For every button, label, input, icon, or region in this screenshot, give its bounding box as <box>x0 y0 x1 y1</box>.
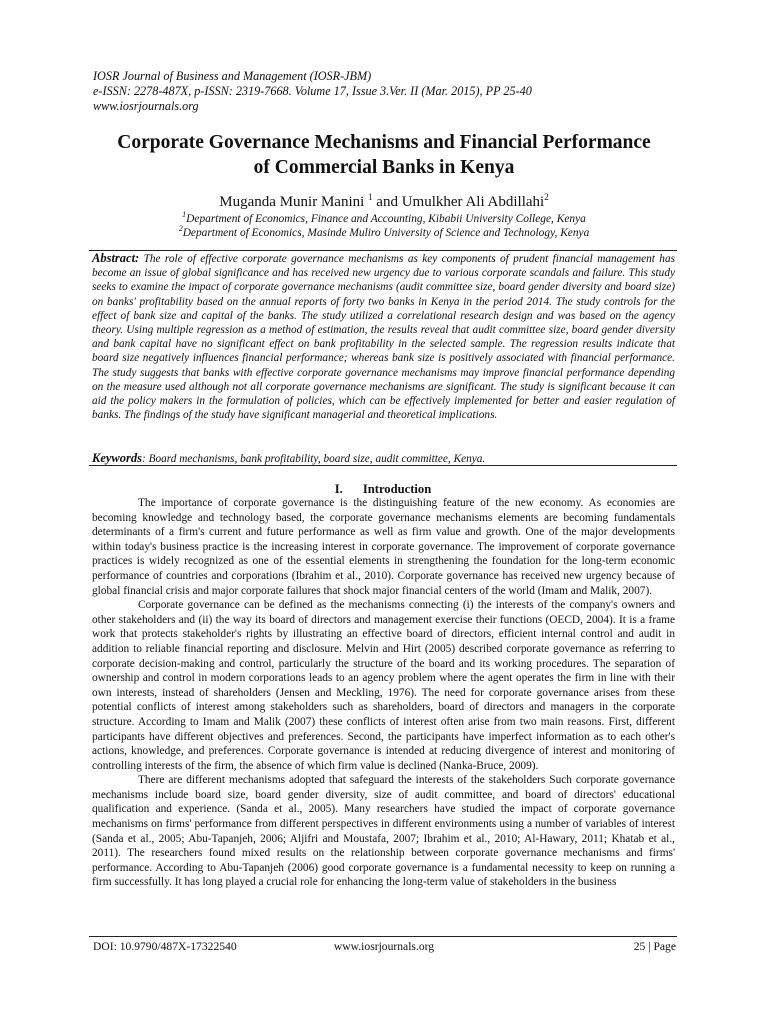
paragraph: There are different mechanisms adopted that safeguard the interests of the stakeholders Such corporate governance mechanisms include board size, board gender diversity, size of audit committee, and board of directors' educational qualification and experience. (Sanda et al., 2005). Many researchers have studied the impact of corporate governance mechanisms on firms' performance from different perspectives in different environments using a number of variables of interest (Sanda et al., 2005; Abu-Tapanjeh, 2006; Aljifri and Moustafa, 2007; Ibrahim et al., 2010; Al-Hawary, 2011; Khatab et al., 2011). The researchers found mixed results on the relationship between corporate governance mechanisms and firms' performance. According to Abu-Tapanjeh (2006) good corporate governance is a fundamental necessity to keep on running a firm successfully. It has long played a crucial role for enhancing the long-term value of stakeholders in the business <box>92 774 675 889</box>
journal-name: IOSR Journal of Business and Management (IOSR-JBM) <box>93 69 372 83</box>
footer-doi: DOI: 10.9790/487X-17322540 <box>93 940 237 953</box>
body-text <box>92 496 675 890</box>
affiliation-text: Department of Economics, Finance and Accounting, Kibabii University College, Kenya <box>186 212 586 225</box>
footer-website: www.iosrjournals.org <box>333 940 435 953</box>
affiliation-text: Department of Economics, Masinde Muliro University of Science and Technology, Kenya <box>182 226 590 239</box>
abstract-text: The role of effective corporate governance mechanisms as key components of prudent financial management has become an issue of global significance and has received new urgency due to various corporate scandals and failure. This study seeks to examine the impact of corporate governance mechanisms (audit committee size, board gender diversity and board size) on banks' profitability based on the annual reports of forty two banks in Kenya in the period 2014. The study controls for the effect of bank size and capital of the banks. The study utilized a correlational research design and was based on the agency theory. Using multiple regression as a method of estimation, the results reveal that audit committee size, board gender diversity and bank capital have no significant effect on bank profitability in the selected sample. The regression results indicate that board size negatively influences financial performance; whereas bank size is positively associated with financial performance. The study suggests that banks with effective corporate governance mechanisms may improve financial performance depending on the measure used although not all corporate governance mechanisms are significant. The study is significant because it can aid the policy makers in the formulation of policies, which can be effectively implemented for better and easier regulation of banks. The findings of the study have significant managerial and theoretical implications. <box>92 253 675 422</box>
section-heading <box>90 482 676 497</box>
paragraph: The importance of corporate governance is the distinguishing feature of the new economy. As economies are becoming knowledge and technology based, the corporate governance mechanisms elements are becoming fundamentals determinants of a firm's current and future performance as well as firm value and growth. One of the major developments within today's business practice is the increasing interest in corporate governance. The improvement of corporate governance practices is widely recognized as one of the essential elements in strengthening the foundation for the long-term economic performance of countries and corporations (Ibrahim et al., 2010). Corporate governance has received new urgency because of global financial crisis and major corporate failures that shock major financial centers of the world (Imam and Malik, 2007). <box>92 497 675 597</box>
journal-issn-info: e-ISSN: 2278-487X, p-ISSN: 2319-7668. Volume 17, Issue 3.Ver. II (Mar. 2015), PP 25-40 <box>93 84 532 98</box>
keywords-text: : Board mechanisms, bank profitability, board size, audit committee, Kenya. <box>142 453 486 465</box>
paper-title-line-1: Corporate Governance Mechanisms and Financial Performance <box>117 132 651 153</box>
paper-title <box>70 130 698 180</box>
journal-header <box>93 69 693 114</box>
affiliation-2 <box>70 222 698 240</box>
section-number: I. <box>334 482 343 496</box>
footer-page-number: 25 | Page <box>633 940 676 953</box>
author-affiliation-marker: 1 <box>368 192 373 202</box>
section-title: Introduction <box>362 482 432 496</box>
author-affiliation-marker: 2 <box>544 192 549 202</box>
abstract-label: Abstract: <box>92 251 140 265</box>
footer-divider <box>89 936 677 937</box>
abstract <box>92 251 675 422</box>
affiliation-marker: 2 <box>178 224 183 233</box>
paragraph: Corporate governance can be defined as the mechanisms connecting (i) the interests of the company's owners and other stakeholders and (ii) the way its board of directors and management exercise their functions (OECD, 2004). It is a frame work that protects stakeholder's rights by illustrating an effective board of directors, efficient internal control and audit in addition to reliable financial reporting and disclosure. Melvin and Hirt (2005) described corporate governance as referring to corporate decision-making and control, particularly the structure of the board and its working procedures. The separation of ownership and control in modern corporations leads to an agency problem where the agent operates the firm in line with their own interests, instead of shareholders (Jensen and Meckling, 1976). The need for corporate governance arises from these potential conflicts of interest among stakeholders such as shareholders, board of directors and managers in the corporate structure. According to Imam and Malik (2007) these conflicts of interest often arise from two main reasons. First, different participants have different objectives and preferences. Second, the participants have imperfect information as to each other's actions, knowledge, and preferences. Corporate governance is intended at reducing divergence of interest and monitoring of controlling interests of the firm, the absence of which firm value is declined (Nanka-Bruce, 2009). <box>92 599 675 772</box>
paper-title-line-2: of Commercial Banks in Kenya <box>253 157 515 178</box>
affiliation-marker: 1 <box>182 210 187 219</box>
keywords-label: Keywords <box>92 451 142 465</box>
keywords <box>92 451 675 466</box>
author-name: Umulkher Ali Abdillahi <box>401 194 545 210</box>
author-conjunction: and <box>372 194 402 210</box>
journal-url: www.iosrjournals.org <box>93 99 199 113</box>
author-name: Muganda Munir Manini <box>219 194 365 210</box>
